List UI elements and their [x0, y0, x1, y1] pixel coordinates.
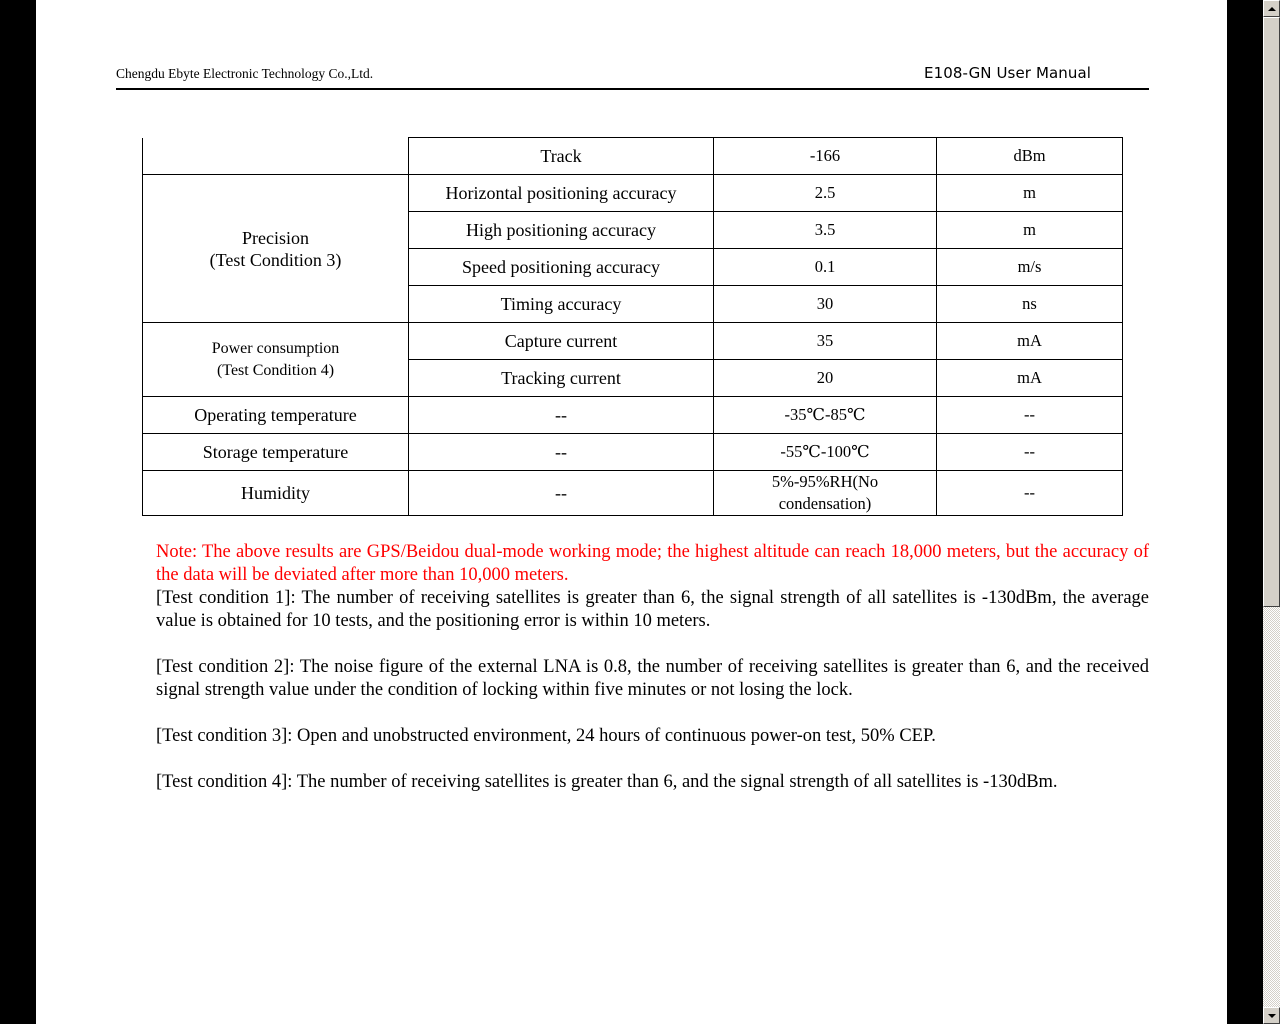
group-sublabel: (Test Condition 4) [216, 361, 335, 379]
group-cell: Humidity [143, 471, 409, 516]
unit-cell: m/s [937, 249, 1123, 286]
spec-table [142, 137, 1123, 516]
value-cell: -35℃-85℃ [714, 397, 937, 434]
table-row [143, 175, 1123, 212]
table-row [143, 397, 1123, 434]
test-condition-1: [Test condition 1]: The number of receiving satellites is greater than 6, the signal strength of all satellites is -130dBm, the average value is obtained for 10 tests, and the positioning error is within 10 meters. [156, 588, 1149, 631]
value-line: 5%-95%RH(No [771, 472, 879, 491]
value-cell: 20 [714, 360, 937, 397]
group-cell [143, 138, 409, 175]
scroll-up-button[interactable] [1263, 0, 1280, 17]
value-cell: 0.1 [714, 249, 937, 286]
unit-cell: mA [937, 323, 1123, 360]
unit-cell: m [937, 175, 1123, 212]
table-row [143, 434, 1123, 471]
parameter-cell: Capture current [409, 323, 714, 360]
unit-cell: -- [937, 434, 1123, 471]
table-row [143, 471, 1123, 516]
notes-section [156, 541, 1149, 794]
header-rule [116, 88, 1149, 90]
document-page [36, 0, 1227, 1024]
vertical-scrollbar[interactable] [1263, 0, 1280, 1024]
value-cell: 3.5 [714, 212, 937, 249]
test-condition-3: [Test condition 3]: Open and unobstructed environment, 24 hours of continuous power-on test, 50% CEP. [156, 726, 936, 746]
parameter-cell: -- [409, 434, 714, 471]
header-manual-title: E108-GN User Manual [924, 64, 1092, 82]
parameter-cell: Speed positioning accuracy [409, 249, 714, 286]
viewer-gutter [1227, 0, 1263, 1024]
parameter-cell: High positioning accuracy [409, 212, 714, 249]
group-label: Precision [242, 227, 309, 248]
value-cell: 2.5 [714, 175, 937, 212]
triangle-up-icon [1268, 7, 1276, 11]
group-label: Power consumption [211, 339, 340, 357]
triangle-down-icon [1268, 1014, 1276, 1018]
parameter-cell: Tracking current [409, 360, 714, 397]
unit-cell: dBm [937, 138, 1123, 175]
scrollbar-thumb[interactable] [1263, 17, 1280, 607]
table-row [143, 138, 1123, 175]
table-row [143, 323, 1123, 360]
value-line: condensation) [778, 494, 872, 513]
value-cell: -55℃-100℃ [714, 434, 937, 471]
group-cell: Operating temperature [143, 397, 409, 434]
parameter-cell: Timing accuracy [409, 286, 714, 323]
group-cell: Storage temperature [143, 434, 409, 471]
parameter-cell: -- [409, 397, 714, 434]
parameter-cell: -- [409, 471, 714, 516]
value-cell: 35 [714, 323, 937, 360]
group-sublabel: (Test Condition 3) [209, 249, 342, 270]
value-cell [714, 471, 937, 516]
group-cell-precision [143, 175, 409, 323]
value-cell: -166 [714, 138, 937, 175]
value-cell: 30 [714, 286, 937, 323]
parameter-cell: Horizontal positioning accuracy [409, 175, 714, 212]
unit-cell: m [937, 212, 1123, 249]
test-condition-4: [Test condition 4]: The number of receiving satellites is greater than 6, and the signal strength of all satellites is -130dBm. [156, 772, 1058, 792]
test-condition-2: [Test condition 2]: The noise figure of the external LNA is 0.8, the number of receiving satellites is greater than 6, and the received signal strength value under the condition of locking within five minutes or not losing the lock. [156, 657, 1149, 700]
group-cell-power [143, 323, 409, 397]
parameter-cell: Track [409, 138, 714, 175]
header-company: Chengdu Ebyte Electronic Technology Co.,Ltd. [116, 66, 374, 81]
note-paragraph: Note: The above results are GPS/Beidou dual-mode working mode; the highest altitude can reach 18,000 meters, but the accuracy of the data will be deviated after more than 10,000 meters. [156, 542, 1149, 585]
unit-cell: -- [937, 471, 1123, 516]
unit-cell: -- [937, 397, 1123, 434]
scroll-down-button[interactable] [1263, 1007, 1280, 1024]
unit-cell: ns [937, 286, 1123, 323]
unit-cell: mA [937, 360, 1123, 397]
